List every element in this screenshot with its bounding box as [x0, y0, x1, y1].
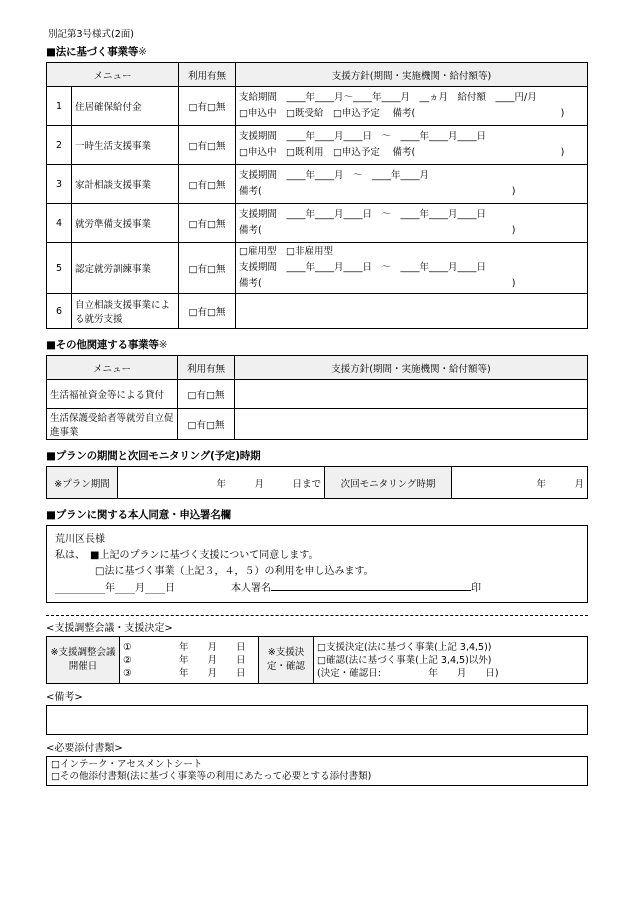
row-number: 4 — [47, 204, 72, 243]
meeting-label: ※支援調整会議開催日 — [47, 637, 120, 684]
use-checkbox[interactable]: □有□無 — [179, 126, 236, 165]
section-title-text: ■法に基づく事業等 — [46, 46, 139, 58]
section-title-plan-period: ■プランの期間と次回モニタリング(予定)時期 — [46, 450, 261, 462]
section-title-attachments: <必要添付書類> — [46, 743, 123, 754]
meeting-dates[interactable]: ① 年 月 日 ② 年 月 日 ③ 年 月 日 — [120, 637, 259, 684]
monitoring-field[interactable]: 年 月 — [452, 467, 588, 499]
plan-field[interactable] — [235, 380, 588, 409]
row-menu: 生活福祉資金等による貸付 — [47, 380, 178, 409]
attachment-item[interactable]: □インテーク・アセスメントシート — [51, 759, 203, 770]
meeting-table — [46, 636, 588, 684]
table-row — [47, 165, 588, 204]
row-number: 2 — [47, 126, 72, 165]
section-title-remarks: <備考> — [46, 692, 83, 703]
header-menu: メニュー — [47, 63, 179, 87]
remarks-field[interactable] — [46, 705, 588, 735]
header-menu: メニュー — [47, 356, 178, 380]
use-checkbox[interactable]: □有□無 — [179, 204, 236, 243]
use-checkbox[interactable]: □有□無 — [179, 87, 236, 126]
related-services-table — [46, 355, 588, 440]
table-row — [47, 126, 588, 165]
row-number: 5 — [47, 243, 72, 294]
monitoring-label: 次回モニタリング時期 — [325, 467, 452, 499]
addressee: 荒川区長様 — [55, 534, 105, 545]
date-field[interactable]: __________年____月____日 — [55, 583, 175, 594]
consent-apply-line[interactable]: □法に基づく事業（上記３，４，５）の利用を申し込みます。 — [55, 566, 374, 577]
signature-field[interactable] — [271, 580, 471, 591]
use-checkbox[interactable]: □有□無 — [179, 294, 236, 329]
plan-field[interactable]: 支援期間 ____年____月 ～ ____年____月 備考( ) — [236, 165, 588, 204]
row-number: 1 — [47, 87, 72, 126]
table-row — [47, 380, 588, 409]
header-plan: 支援方針(期間・実施機関・給付額等) — [236, 63, 588, 87]
plan-field[interactable]: 支援期間 ____年____月____日 ～ ____年____月____日 □申込中 □既利用 □申込予定 備考( ) — [236, 126, 588, 165]
row-number: 3 — [47, 165, 72, 204]
use-checkbox[interactable]: □有□無 — [178, 380, 235, 409]
plan-field[interactable]: 支給期間 ____年____月～____年____月 __ヵ月 給付額 ____円/月 □申込中 □既受給 □申込予定 備考( ) — [236, 87, 588, 126]
header-use: 利用有無 — [178, 356, 235, 380]
header-plan: 支援方針(期間・実施機関・給付額等) — [235, 356, 588, 380]
plan-field[interactable]: □雇用型 □非雇用型 支援期間 ____年____月____日 ～ ____年____月____日 備考( ) — [236, 243, 588, 294]
form-page — [46, 20, 588, 786]
row-menu: 認定就労訓練事業 — [72, 243, 179, 294]
consent-box — [46, 525, 588, 603]
table-row — [47, 294, 588, 329]
plan-period-field[interactable]: 年 月 日まで — [118, 467, 325, 499]
section-title-related-services — [46, 337, 588, 352]
row-menu: 自立相談支援事業による就労支援 — [72, 294, 179, 329]
use-checkbox[interactable]: □有□無 — [178, 409, 235, 440]
row-menu: 就労準備支援事業 — [72, 204, 179, 243]
row-menu: 家計相談支援事業 — [72, 165, 179, 204]
row-number: 6 — [47, 294, 72, 329]
signature-label: 本人署名 — [231, 583, 271, 594]
header-use: 利用有無 — [179, 63, 236, 87]
divider — [46, 615, 588, 616]
attachments-box — [46, 756, 588, 786]
section-note-mark: ※ — [158, 339, 168, 351]
plan-field[interactable]: 支援期間 ____年____月____日 ～ ____年____月____日 備考( ) — [236, 204, 588, 243]
decision-label: ※支援決定・確認 — [259, 637, 314, 684]
row-menu: 生活保護受給者等就労自立促進事業 — [47, 409, 178, 440]
table-row — [47, 204, 588, 243]
signature-line — [55, 580, 579, 597]
plan-period-table — [46, 466, 588, 499]
section-title-meeting: <支援調整会議・支援決定> — [46, 623, 173, 634]
use-checkbox[interactable]: □有□無 — [179, 243, 236, 294]
legal-services-table — [46, 62, 588, 329]
attachment-item[interactable]: □その他添付書類(法に基づく事業等の利用にあたって必要とする添付書類) — [51, 771, 372, 782]
row-menu: 住居確保給付金 — [72, 87, 179, 126]
form-number: 別記第3号様式(2面) — [48, 29, 135, 40]
consent-agree-line[interactable]: 私は、 ■上記のプランに基づく支援について同意します。 — [55, 550, 319, 561]
section-title-text: ■その他関連する事業等 — [46, 339, 159, 351]
seal-mark: 印 — [471, 583, 481, 594]
use-checkbox[interactable]: □有□無 — [179, 165, 236, 204]
plan-field[interactable] — [236, 294, 588, 329]
plan-period-label: ※プラン期間 — [47, 467, 118, 499]
plan-field[interactable] — [235, 409, 588, 440]
row-menu: 一時生活支援事業 — [72, 126, 179, 165]
decision-field[interactable]: □支援決定(法に基づく事業(上記 3,4,5)) □確認(法に基づく事業(上記 3,4,5)以外) (決定・確認日: 年 月 日) — [314, 637, 588, 684]
section-note-mark: ※ — [138, 46, 147, 58]
table-row — [47, 409, 588, 440]
section-title-legal-services — [46, 44, 588, 59]
table-row — [47, 243, 588, 294]
table-row — [47, 87, 588, 126]
section-title-consent: ■プランに関する本人同意・申込署名欄 — [46, 509, 231, 521]
